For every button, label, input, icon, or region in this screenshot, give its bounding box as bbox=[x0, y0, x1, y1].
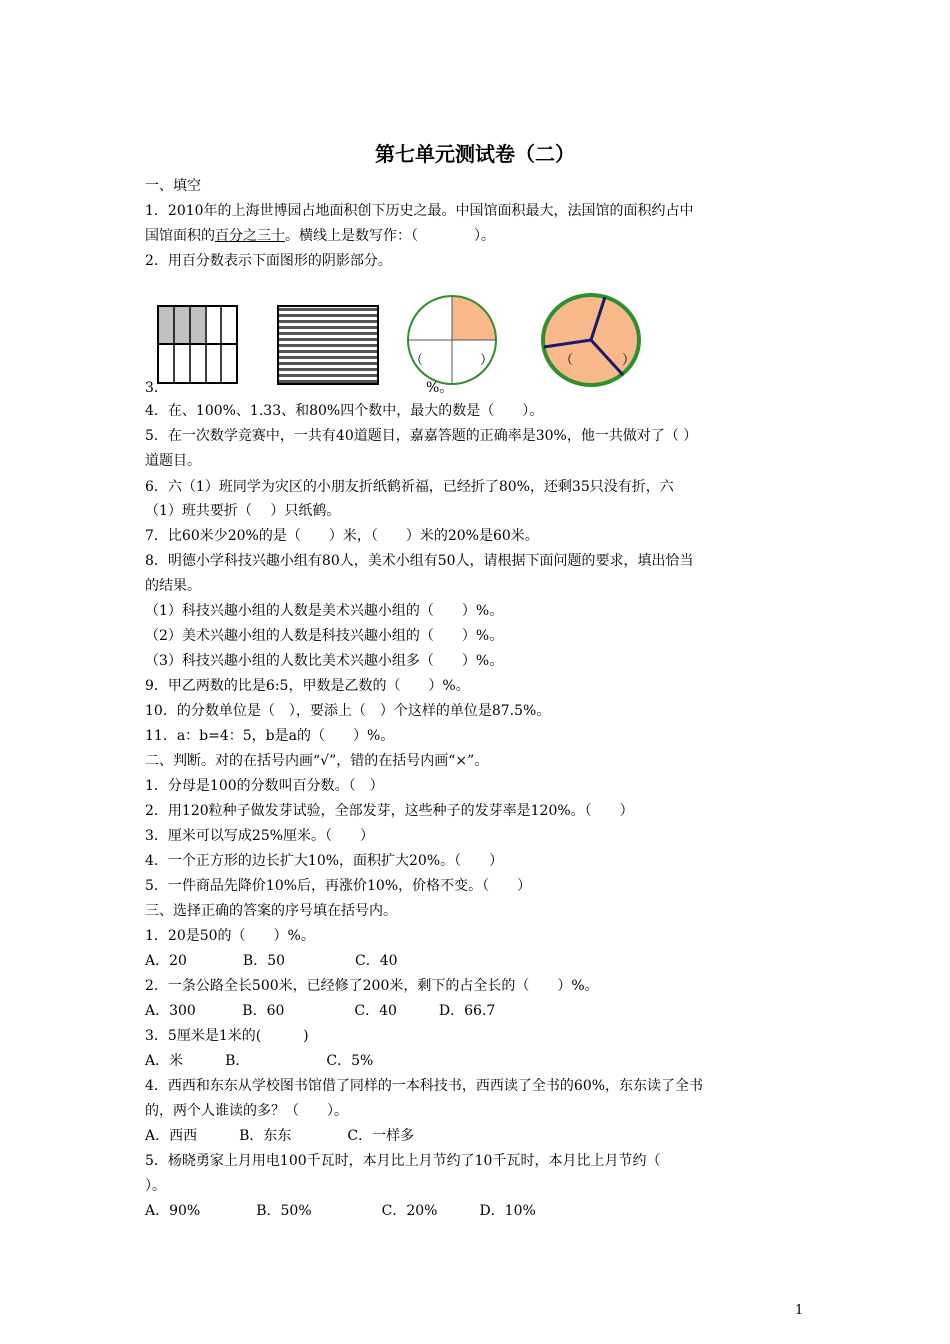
question-text: 3．5厘米是1米的( ) bbox=[145, 1028, 309, 1044]
blank-left-paren: （ bbox=[560, 353, 574, 368]
quarter-circle-figure bbox=[404, 292, 500, 388]
pie-three-parts-figure bbox=[539, 291, 643, 389]
answer-options: A．米 B． C．5% bbox=[145, 1053, 374, 1069]
stripe bbox=[279, 320, 377, 323]
stripe bbox=[279, 380, 377, 383]
stripe bbox=[279, 374, 377, 377]
section-heading: 一、填空 bbox=[145, 178, 201, 194]
question-text: 4．在、100%、1.33、和80%四个数中，最大的数是（ ）。 bbox=[145, 403, 544, 419]
question-text: %。 bbox=[426, 380, 454, 396]
blank-left-paren: （ bbox=[410, 353, 424, 368]
striped-square-figure bbox=[277, 305, 381, 387]
question-text: 4．一个正方形的边长扩大10%，面积扩大20%。（ ） bbox=[145, 853, 504, 869]
question-text: 道题目。 bbox=[145, 453, 201, 469]
question-text: 的结果。 bbox=[145, 578, 201, 594]
stripe bbox=[279, 368, 377, 371]
question-text: 3． bbox=[145, 380, 168, 396]
question-text: 9．甲乙两数的比是6:5，甲数是乙数的（ ）%。 bbox=[145, 678, 470, 694]
question-text: 1．分母是100的分数叫百分数。（ ） bbox=[145, 778, 384, 794]
question-text: 11．a：b=4：5，b是a的（ ）%。 bbox=[145, 728, 395, 744]
question-text: （3）科技兴趣小组的人数比美术兴趣小组多（ ）%。 bbox=[145, 653, 504, 669]
answer-options: A．20 B．50 C．40 bbox=[145, 953, 398, 969]
answer-options: A．90% B．50% C．20% D．10% bbox=[145, 1203, 536, 1219]
question-text: 7．比60米少20%的是（ ）米，（ ）米的20%是60米。 bbox=[145, 528, 539, 544]
stripe bbox=[279, 332, 377, 335]
question-text: 6．六（1）班同学为灾区的小朋友折纸鹤祈福，已经折了80%，还剩35只没有折，六 bbox=[145, 479, 674, 495]
question-text: （1）科技兴趣小组的人数是美术兴趣小组的（ ）%。 bbox=[145, 603, 504, 619]
stripe bbox=[279, 350, 377, 353]
answer-options: A．300 B．60 C．40 D．66.7 bbox=[145, 1003, 496, 1019]
question-text: 10．的分数单位是（ ），要添上（ ）个这样的单位是87.5%。 bbox=[145, 703, 551, 719]
question-text: 2．用120粒种子做发芽试验，全部发芽，这些种子的发芽率是120%。（ ） bbox=[145, 803, 634, 819]
stripe bbox=[279, 356, 377, 359]
question-text: （1）班共要折（ ）只纸鹤。 bbox=[145, 503, 341, 519]
blank-right-paren: ） bbox=[480, 353, 494, 368]
blank-right-paren: ） bbox=[622, 353, 636, 368]
question-text bbox=[145, 227, 495, 245]
page-number: 1 bbox=[795, 1303, 804, 1318]
stripe bbox=[279, 344, 377, 347]
question-text: 5．杨晓勇家上月用电100千瓦时，本月比上月节约了10千瓦时，本月比上月节约（ bbox=[145, 1153, 661, 1169]
question-text: 2．用百分数表示下面图形的阴影部分。 bbox=[145, 253, 392, 269]
stripe bbox=[279, 362, 377, 365]
section-heading: 二、判断。对的在括号内画“√”，错的在括号内画“×”。 bbox=[145, 753, 489, 769]
question-text: 4．西西和东东从学校图书馆借了同样的一本科技书，西西读了全书的60%，东东读了全书 bbox=[145, 1078, 704, 1094]
question-text: 5．在一次数学竞赛中，一共有40道题目，嘉嘉答题的正确率是30%，他一共做对了（ ） bbox=[145, 428, 698, 444]
stripe bbox=[279, 326, 377, 329]
stripe bbox=[279, 314, 377, 317]
text-part: 。横线上是数写作：（ ）。 bbox=[285, 228, 495, 244]
question-text: 2．一条公路全长500米，已经修了200米，剩下的占全长的（ ）%。 bbox=[145, 978, 599, 994]
answer-options: A．西西 B．东东 C．一样多 bbox=[145, 1128, 415, 1144]
underlined-text: 百分之三十 bbox=[215, 228, 285, 244]
question-text: 1．2010年的上海世博园占地面积创下历史之最。中国馆面积最大，法国馆的面积约占中 bbox=[145, 203, 694, 219]
question-text: 的，两个人谁读的多？（ ）。 bbox=[145, 1103, 348, 1119]
page-title: 第七单元测试卷（二） bbox=[375, 142, 575, 166]
question-text: 3．厘米可以写成25%厘米。（ ） bbox=[145, 828, 375, 844]
question-text: 5．一件商品先降价10%后，再涨价10%，价格不变。（ ） bbox=[145, 878, 532, 894]
question-text: ）。 bbox=[145, 1178, 166, 1194]
question-text: 1．20是50的（ ）%。 bbox=[145, 928, 315, 944]
text-part: 国馆面积的 bbox=[145, 228, 215, 244]
grid-figure bbox=[157, 305, 239, 385]
stripe bbox=[279, 308, 377, 311]
question-text: 8．明德小学科技兴趣小组有80人，美术小组有50人，请根据下面问题的要求，填出恰当 bbox=[145, 553, 694, 569]
question-text: （2）美术兴趣小组的人数是科技兴趣小组的（ ）%。 bbox=[145, 628, 504, 644]
stripe bbox=[279, 338, 377, 341]
section-heading: 三、选择正确的答案的序号填在括号内。 bbox=[145, 903, 397, 919]
